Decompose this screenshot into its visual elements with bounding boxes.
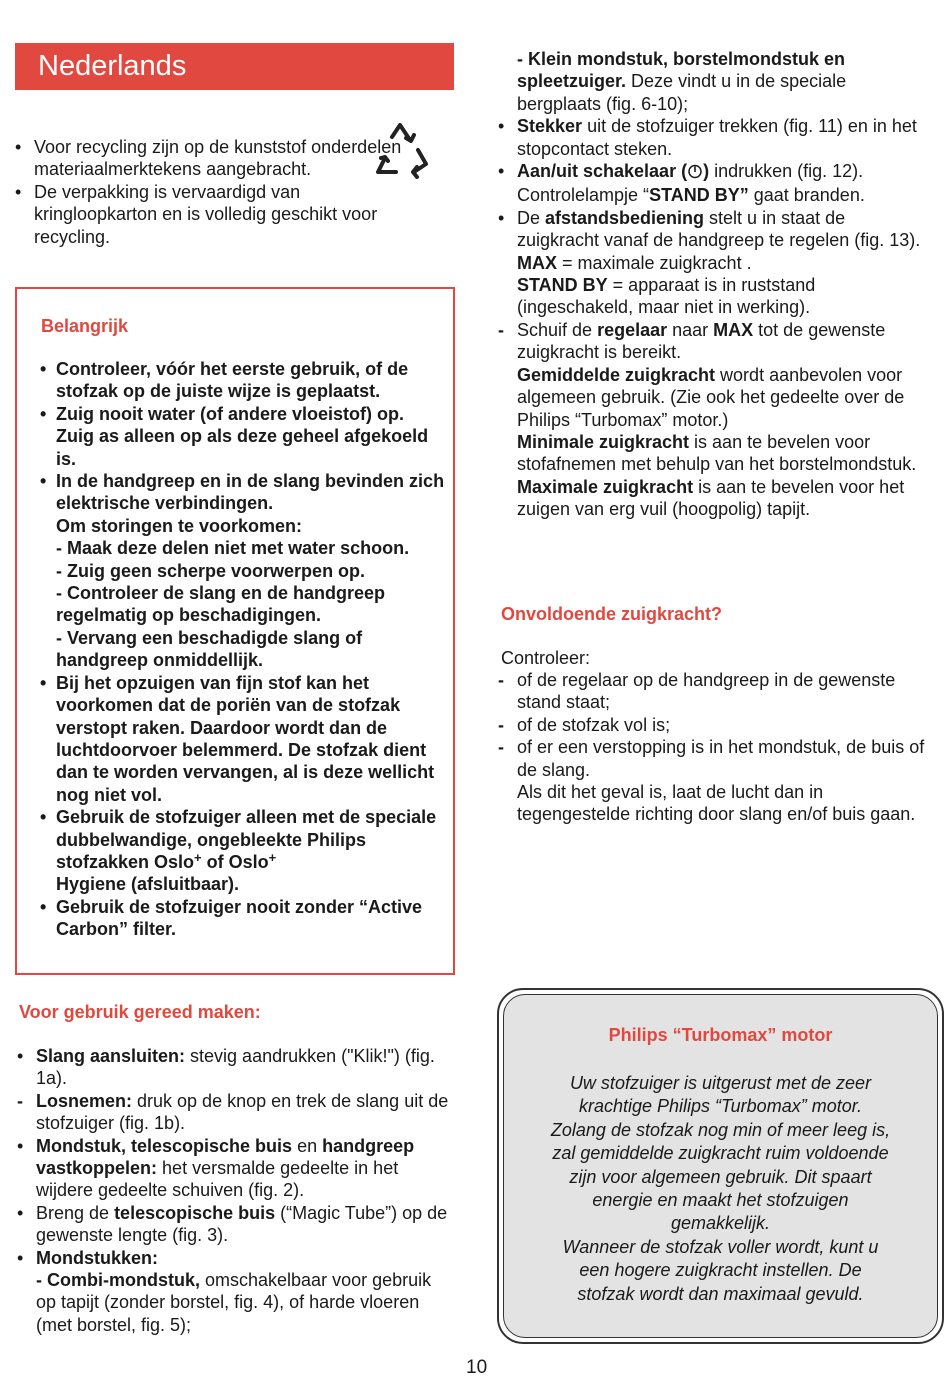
recycling-list	[15, 136, 410, 248]
turbomax-box	[497, 988, 944, 1344]
language-header	[15, 43, 454, 90]
page-number: 10	[466, 1357, 488, 1378]
turbomax-title: Philips “Turbomax” motor	[608, 1025, 833, 1045]
list-item: • Voor recycling zijn op de kunststof onderdelen materiaalmerktekens aangebracht.	[15, 137, 402, 180]
list-item: • Mondstuk, telescopische buis en handgreep vastkoppelen: het versmalde gedeelte in het wijdere gedeelte schuiven (fig. 2).	[17, 1135, 415, 1201]
list-item: - of de regelaar op de handgreep in de gewenste stand staat;	[498, 670, 896, 713]
list-item: • Gebruik de stofzuiger alleen met de speciale dubbelwandige, ongebleekte Philips stofzakken Oslo+ of Oslo+ Hygiene (afsluitbaar).	[40, 807, 437, 895]
list-item: - of de stofzak vol is;	[498, 714, 671, 735]
important-box	[15, 287, 455, 975]
list-item: • Breng de telescopische buis (“Magic Tube”) op de gewenste lengte (fig. 3).	[17, 1202, 448, 1246]
header-title: Nederlands	[38, 50, 187, 82]
list-item: • Stekker uit de stofzuiger trekken (fig. 11) en in het stopcontact steken.	[498, 116, 917, 159]
prepare-title: Voor gebruik gereed maken:	[19, 1002, 261, 1022]
prepare-list	[17, 1045, 455, 1336]
important-list	[40, 358, 445, 941]
list-item: • Bij het opzuigen van fijn stof kan het voorkomen dat de poriën van de stofzak verstopt raken. Daardoor wordt dan de luchtdoorvoer belemmerd. De stofzak dient dan te worden vervangen, al is deze wellicht nog niet vol.	[40, 672, 435, 805]
list-item: • In de handgreep en in de slang bevinden zich elektrische verbindingen. Om storingen te voorkomen: - Maak deze delen niet met water schoon. - Zuig geen scherpe voorwerpen op. - Controleer de slang en de handgreep regelmatig op beschadigingen. - Vervang een beschadigde slang of handgreep onmiddellijk.	[40, 471, 445, 671]
check-intro: Controleer:	[501, 648, 591, 668]
list-item: • Aan/uit schakelaar ( ) indrukken (fig. 12). Controlelampje “STAND BY” gaat branden.	[498, 161, 865, 206]
list-item: - Schuif de regelaar naar MAX tot de gewenste zuigkracht is bereikt. Gemiddelde zuigkracht wordt aanbevolen voor algemeen gebruik. (Zie ook het gedeelte over de Philips “Turbomax” motor.) Minimale zuigkracht is aan te bevelen voor stofafnemen met behulp van het borstelmondstuk. Maximale zuigkracht is aan te bevelen voor het zuigen van erg vuil (hoogpolig) tapijt.	[498, 319, 917, 520]
list-item: - of er een verstopping is in het mondstuk, de buis of de slang. Als dit het geval is, laat de lucht dan in tegengestelde richting door slang en/of buis gaan.	[498, 737, 925, 825]
list-item: - Klein mondstuk, borstelmondstuk en spleetzuiger. Deze vindt u in de speciale bergplaats (fig. 6-10);	[517, 49, 847, 114]
list-item: • Gebruik de stofzuiger nooit zonder “Active Carbon” filter.	[40, 896, 423, 940]
turbomax-panel	[503, 994, 938, 1338]
important-title: Belangrijk	[41, 316, 129, 336]
list-item: • Zuig nooit water (of andere vloeistof) op. Zuig as alleen op als deze geheel afgekoeld is.	[40, 403, 429, 469]
list-item: • Slang aansluiten: stevig aandrukken ("Klik!") (fig. 1a).	[17, 1046, 435, 1089]
power-icon	[687, 162, 703, 184]
list-item: • De verpakking is vervaardigd van kringloopkarton en is volledig geschikt voor recycling.	[15, 181, 378, 247]
right-list	[498, 48, 930, 521]
list-item: • De afstandsbediening stelt u in staat de zuigkracht vanaf de handgreep te regelen (fig. 13). MAX = maximale zuigkracht . STAND BY = apparaat is in ruststand (ingeschakeld, maar niet in werking).	[498, 207, 921, 318]
list-item: • Mondstukken: - Combi-mondstuk, omschakelbaar voor gebruik op tapijt (zonder borstel, fig. 4), of harde vloeren (met borstel, fig. 5);	[17, 1247, 432, 1335]
check-list	[498, 669, 934, 826]
turbomax-text: Uw stofzuiger is uitgerust met de zeer krachtige Philips “Turbomax” motor. Zolang de stofzak nog min of meer leeg is, zal gemiddelde zuigkracht ruim voldoende zijn voor algemeen gebruik. Dit spaart energie en maakt het stofzuigen gemakkelijk. Wanneer de stofzak voller wordt, kunt u een hogere zuigkracht instellen. De stofzak wordt dan maximaal gevuld.	[550, 1073, 891, 1304]
list-item: • Controleer, vóór het eerste gebruik, of de stofzak op de juiste wijze is geplaatst.	[40, 359, 409, 402]
list-item: - Losnemen: druk op de knop en trek de slang uit de stofzuiger (fig. 1b).	[17, 1090, 449, 1134]
weak-suction-title: Onvoldoende zuigkracht?	[501, 604, 723, 624]
